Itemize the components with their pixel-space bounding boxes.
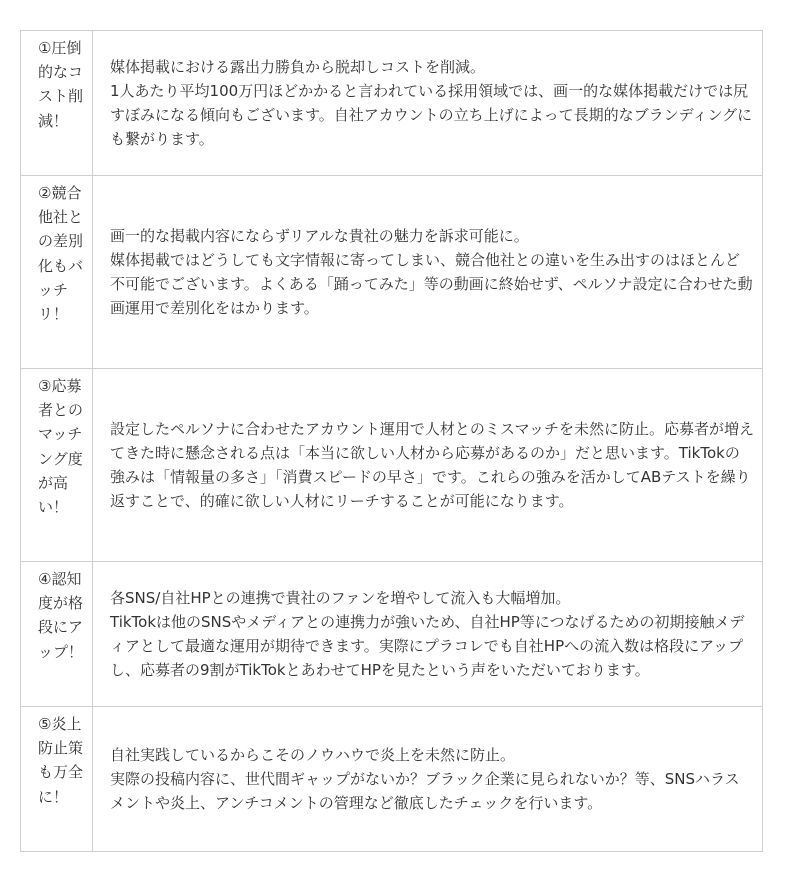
row-detail-text: 媒体掲載ではどうしても文字情報に寄ってしまい、競合他社との違いを生み出すのはほとんど不可能でございます。よくある「踊ってみた」等の動画に終始せず、ペルソナ設定に合わせた動画運用で差別化をはかります。 bbox=[110, 250, 753, 318]
row-lead-text: 媒体掲載における露出力勝負から脱却しコストを削減。 bbox=[110, 57, 486, 76]
table-row bbox=[21, 176, 763, 369]
table-row bbox=[21, 369, 763, 562]
row-heading: ③応募者とのマッチング度が高い！ bbox=[21, 369, 93, 562]
table-row bbox=[21, 31, 763, 176]
table-row bbox=[21, 707, 763, 852]
row-detail-text: 設定したペルソナに合わせたアカウント運用で人材とのミスマッチを未然に防止。応募者が増えてきた時に懸念される点は「本当に欲しい人材から応募があるのか」だと思います。TikTokの強みは「情報量の多さ」「消費スピードの早さ」です。これらの強みを活かしてABテストを繰り返すことで、的確に欲しい人材にリーチすることが可能になります。 bbox=[110, 419, 754, 511]
row-lead-text: 画一的な掲載内容にならずリアルな貴社の魅力を訴求可能に。 bbox=[110, 226, 529, 245]
table-row bbox=[21, 562, 763, 707]
row-body bbox=[93, 31, 763, 176]
row-lead-text: 各SNS/自社HPとの連携で貴社のファンを増やして流入も大幅増加。 bbox=[110, 588, 571, 607]
row-body bbox=[93, 176, 763, 369]
row-lead-text: 自社実践しているからこそのノウハウで炎上を未然に防止。 bbox=[110, 745, 516, 764]
row-detail-text: 実際の投稿内容に、世代間ギャップがないか？ブラック企業に見られないか？等、SNSハラスメントや炎上、アンチコメントの管理など徹底したチェックを行います。 bbox=[110, 769, 740, 813]
merit-table bbox=[20, 30, 763, 852]
row-heading: ②競合他社との差別化もバッチリ！ bbox=[21, 176, 93, 369]
row-body bbox=[93, 369, 763, 562]
row-body bbox=[93, 707, 763, 852]
row-detail-text: 1人あたり平均100万円ほどかかると言われている採用領域では、画一的な媒体掲載だけでは尻すぼみになる傾向もございます。自社アカウントの立ち上げによって長期的なブランディングにも繋がります。 bbox=[110, 81, 753, 149]
row-heading: ①圧倒的なコスト削減！ bbox=[21, 31, 93, 176]
row-heading: ⑤炎上防止策も万全に！ bbox=[21, 707, 93, 852]
row-body bbox=[93, 562, 763, 707]
row-detail-text: TikTokは他のSNSやメディアとの連携力が強いため、自社HP等につなげるための初期接触メディアとして最適な運用が期待できます。実際にプラコレでも自社HPへの流入数は格段にアップし、応募者の9割がTikTokとあわせてHPを見たという声をいただいております。 bbox=[110, 612, 745, 680]
row-heading: ④認知度が格段にアップ！ bbox=[21, 562, 93, 707]
